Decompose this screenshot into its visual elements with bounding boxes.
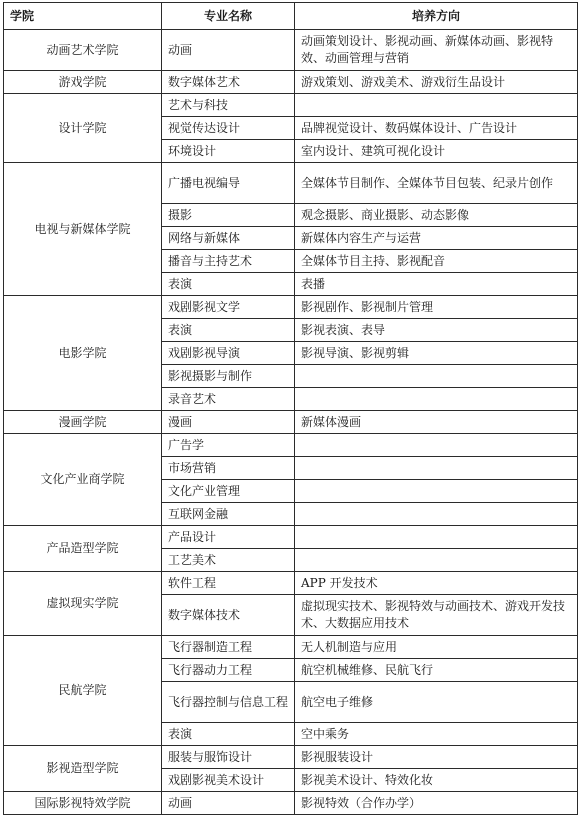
direction-cell: APP 开发技术	[295, 572, 578, 595]
major-cell: 工艺美术	[162, 549, 295, 572]
college-cell: 漫画学院	[4, 411, 162, 434]
majors-table	[3, 2, 578, 815]
major-cell: 飞行器动力工程	[162, 659, 295, 682]
direction-cell	[295, 503, 578, 526]
major-cell: 表演	[162, 319, 295, 342]
major-cell: 影视摄影与制作	[162, 365, 295, 388]
major-cell: 艺术与科技	[162, 94, 295, 117]
direction-cell: 空中乘务	[295, 723, 578, 746]
major-cell: 广告学	[162, 434, 295, 457]
table-row	[4, 792, 578, 815]
college-cell: 动画艺术学院	[4, 30, 162, 71]
table-row	[4, 636, 578, 659]
direction-cell	[295, 549, 578, 572]
direction-cell: 影视服装设计	[295, 746, 578, 769]
major-cell: 产品设计	[162, 526, 295, 549]
college-cell: 电影学院	[4, 296, 162, 411]
table-row	[4, 296, 578, 319]
direction-cell: 全媒体节目制作、全媒体节目包装、纪录片创作	[295, 163, 578, 204]
college-cell: 产品造型学院	[4, 526, 162, 572]
major-cell: 市场营销	[162, 457, 295, 480]
direction-cell: 表播	[295, 273, 578, 296]
direction-cell: 室内设计、建筑可视化设计	[295, 140, 578, 163]
major-cell: 表演	[162, 273, 295, 296]
major-cell: 动画	[162, 30, 295, 71]
table-row	[4, 746, 578, 769]
major-cell: 文化产业管理	[162, 480, 295, 503]
major-cell: 摄影	[162, 204, 295, 227]
direction-cell: 全媒体节目主持、影视配音	[295, 250, 578, 273]
major-cell: 戏剧影视美术设计	[162, 769, 295, 792]
table-row	[4, 526, 578, 549]
major-cell: 环境设计	[162, 140, 295, 163]
direction-cell: 观念摄影、商业摄影、动态影像	[295, 204, 578, 227]
direction-cell: 影视导演、影视剪辑	[295, 342, 578, 365]
direction-cell: 影视剧作、影视制片管理	[295, 296, 578, 319]
major-cell: 飞行器控制与信息工程	[162, 682, 295, 723]
direction-cell	[295, 434, 578, 457]
major-cell: 戏剧影视文学	[162, 296, 295, 319]
table-row	[4, 572, 578, 595]
college-cell: 虚拟现实学院	[4, 572, 162, 636]
major-cell: 服装与服饰设计	[162, 746, 295, 769]
college-cell: 电视与新媒体学院	[4, 163, 162, 296]
direction-cell: 影视美术设计、特效化妆	[295, 769, 578, 792]
direction-cell: 游戏策划、游戏美术、游戏衍生品设计	[295, 71, 578, 94]
major-cell: 网络与新媒体	[162, 227, 295, 250]
table-row	[4, 434, 578, 457]
major-cell: 表演	[162, 723, 295, 746]
table-row	[4, 94, 578, 117]
direction-cell: 品牌视觉设计、数码媒体设计、广告设计	[295, 117, 578, 140]
direction-cell: 航空机械维修、民航飞行	[295, 659, 578, 682]
direction-cell	[295, 526, 578, 549]
header-direction: 培养方向	[295, 3, 578, 30]
header-major: 专业名称	[162, 3, 295, 30]
major-cell: 飞行器制造工程	[162, 636, 295, 659]
direction-cell	[295, 480, 578, 503]
major-cell: 数字媒体技术	[162, 595, 295, 636]
major-cell: 录音艺术	[162, 388, 295, 411]
direction-cell: 无人机制造与应用	[295, 636, 578, 659]
direction-cell: 影视表演、表导	[295, 319, 578, 342]
direction-cell: 新媒体漫画	[295, 411, 578, 434]
college-cell: 国际影视特效学院	[4, 792, 162, 815]
major-cell: 数字媒体艺术	[162, 71, 295, 94]
table-body	[4, 30, 578, 815]
college-cell: 影视造型学院	[4, 746, 162, 792]
major-cell: 播音与主持艺术	[162, 250, 295, 273]
header-college: 学院	[4, 3, 162, 30]
direction-cell	[295, 94, 578, 117]
direction-cell: 虚拟现实技术、影视特效与动画技术、游戏开发技术、大数据应用技术	[295, 595, 578, 636]
college-cell: 游戏学院	[4, 71, 162, 94]
major-cell: 动画	[162, 792, 295, 815]
major-cell: 软件工程	[162, 572, 295, 595]
header-row	[4, 3, 578, 30]
table-row	[4, 30, 578, 71]
major-cell: 视觉传达设计	[162, 117, 295, 140]
direction-cell	[295, 365, 578, 388]
major-cell: 广播电视编导	[162, 163, 295, 204]
direction-cell	[295, 457, 578, 480]
direction-cell: 航空电子维修	[295, 682, 578, 723]
direction-cell	[295, 388, 578, 411]
table-row	[4, 163, 578, 204]
college-cell: 民航学院	[4, 636, 162, 746]
major-cell: 戏剧影视导演	[162, 342, 295, 365]
college-cell: 文化产业商学院	[4, 434, 162, 526]
major-cell: 互联网金融	[162, 503, 295, 526]
direction-cell: 新媒体内容生产与运营	[295, 227, 578, 250]
table-row	[4, 411, 578, 434]
direction-cell: 动画策划设计、影视动画、新媒体动画、影视特效、动画管理与营销	[295, 30, 578, 71]
table-row	[4, 71, 578, 94]
direction-cell: 影视特效（合作办学）	[295, 792, 578, 815]
major-cell: 漫画	[162, 411, 295, 434]
college-cell: 设计学院	[4, 94, 162, 163]
